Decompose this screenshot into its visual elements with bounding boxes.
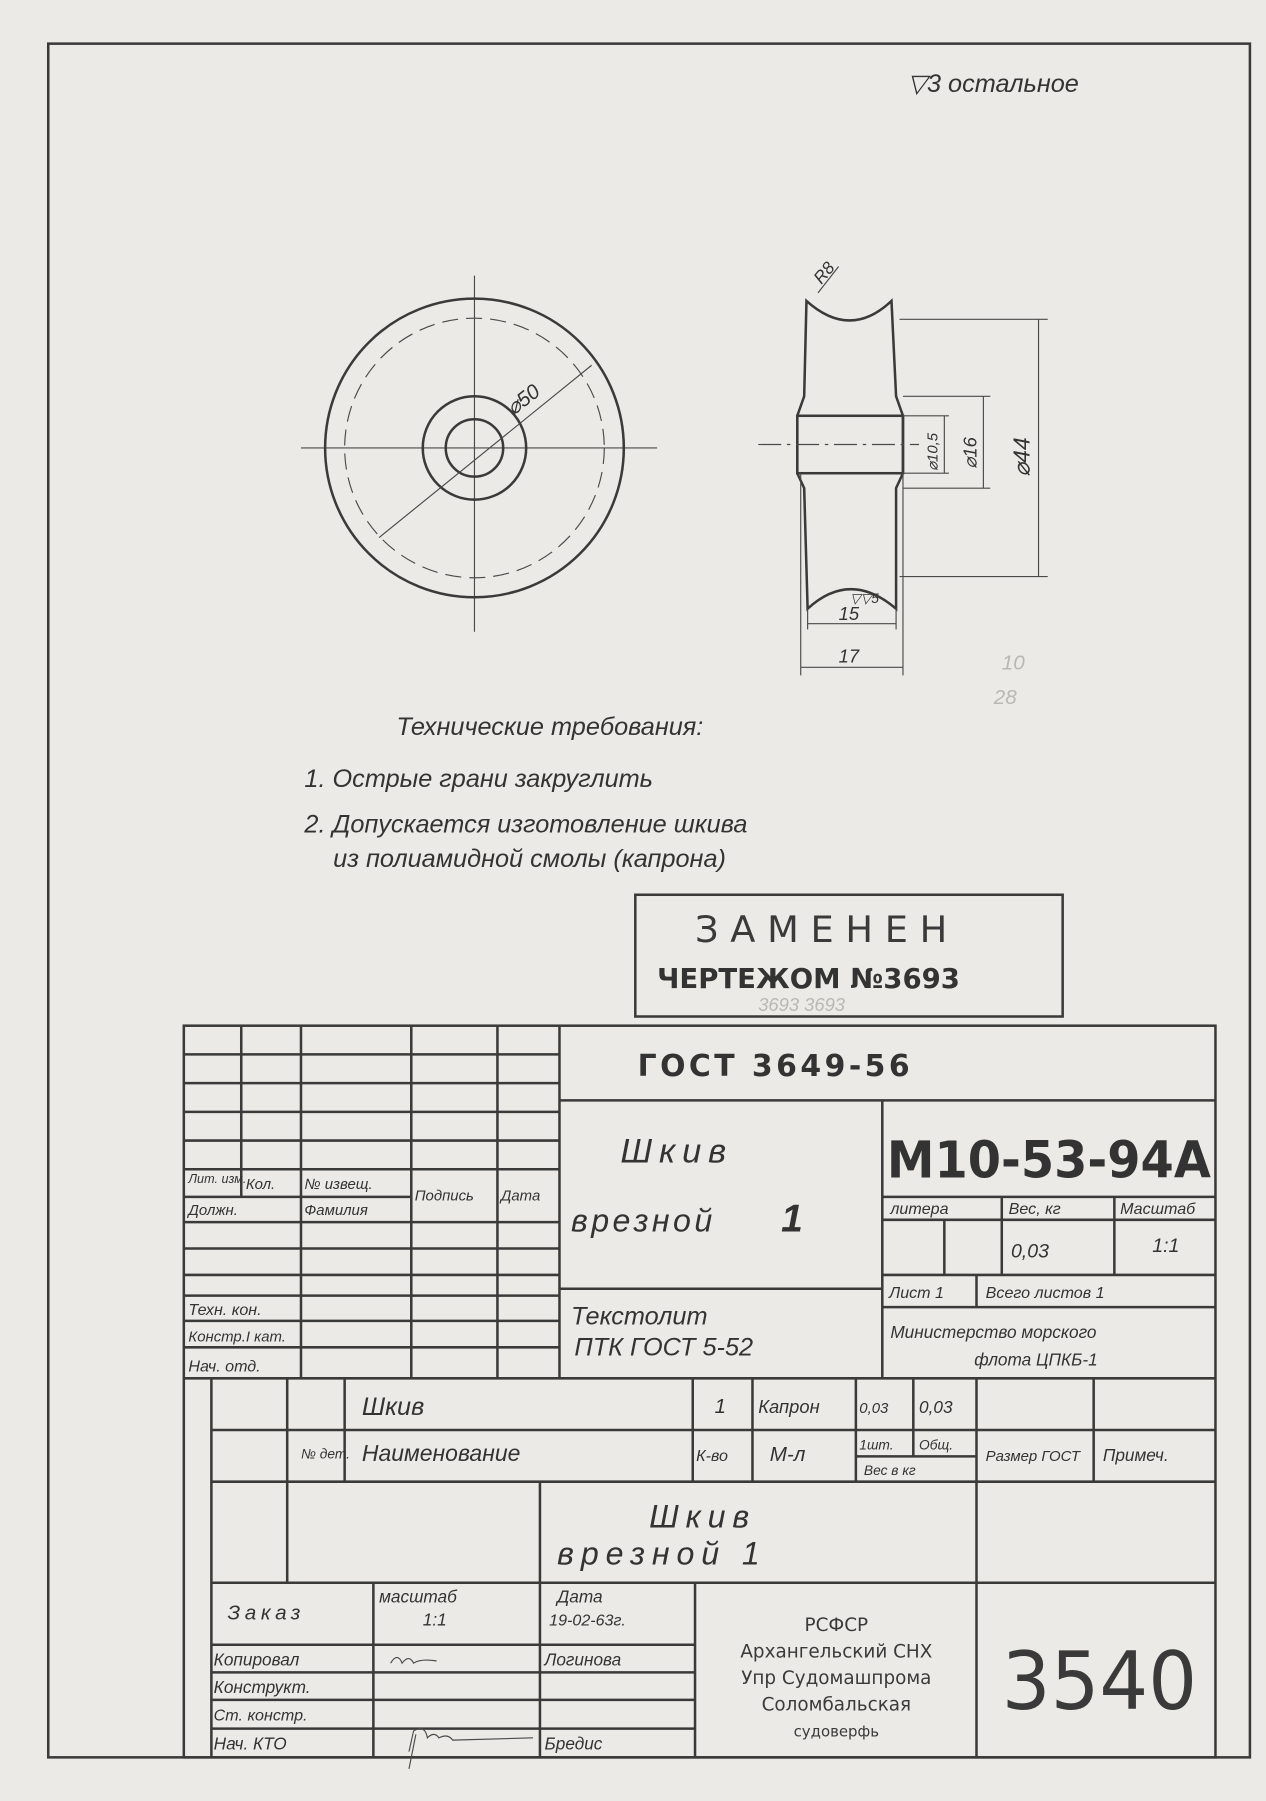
replaced-stamp [635,895,1062,1017]
dim-outer-diameter: ⌀44 [1008,437,1035,477]
requirement-item: 1. Острые грани закруглить [304,764,653,793]
role-label: Техн. кон. [188,1301,262,1320]
org-line: Упр Судомашпрома [741,1667,932,1689]
signature-head [409,1729,533,1769]
header-material: М-л [769,1443,806,1467]
requirements-title: Технические требования: [396,713,704,742]
header-total: Общ. [919,1437,954,1453]
signature-copied [391,1657,437,1663]
date-label: Дата [557,1586,603,1607]
header-signature: Подпись [414,1187,474,1205]
spec-total-weight: 0,03 [919,1396,953,1417]
role-label: Ст. констр. [213,1706,308,1725]
head-name: Бредис [544,1733,603,1754]
part-name: Шкив [620,1132,734,1171]
role-label: Копировал [213,1649,300,1670]
sheets-total-label: Всего листов 1 [985,1283,1105,1302]
stamp-title: З А М Е Н Е Н [695,907,948,951]
org-line: Соломбальская [761,1694,912,1716]
dim-bore-diameter: ⌀10,5 [924,432,942,471]
footer-title-2: врезной 1 [557,1535,767,1572]
spec-unit-weight: 0,03 [859,1399,889,1417]
front-view [301,276,657,632]
footer-scale-value: 1:1 [422,1609,447,1630]
material-standard: ПТК ГОСТ 5-52 [574,1333,754,1362]
stamp-faint-text: 3693 3693 [758,993,846,1015]
dim-total-width: 17 [838,645,860,667]
sheet-label: Лист 1 [889,1283,945,1302]
header-size-standard: Размер ГОСТ [985,1448,1080,1466]
order-label: Заказ [227,1601,306,1625]
org-line: Архангельский СНХ [740,1641,933,1663]
stamp-reference: ЧЕРТЕЖОМ №3693 [657,962,960,995]
spec-material: Капрон [758,1395,820,1417]
header-part-number: № дет. [300,1446,350,1462]
requirement-item: 2. Допускается изготовление шкива [304,810,748,839]
org-line: РСФСР [804,1615,869,1637]
section-view [758,257,1048,675]
weight-value: 0,03 [1010,1240,1049,1263]
role-label: Нач. КТО [213,1733,287,1754]
header-qty: К-во [696,1447,729,1466]
header-name: Наименование [361,1440,521,1467]
litera-label: литера [890,1200,949,1219]
surface-roughness-note: ▽3 остальное [907,69,1079,98]
header-kol: Кол. [245,1175,276,1193]
scale-value: 1:1 [1152,1234,1180,1257]
material-name: Текстолит [570,1302,708,1331]
spec-name: Шкив [361,1393,425,1422]
part-number: 1 [781,1197,803,1241]
footer-scale-label: масштаб [379,1586,457,1607]
header-position: Должн. [188,1202,238,1220]
requirement-item: из полиамидной смолы (капрона) [333,845,726,874]
header-unit: 1шт. [859,1437,894,1453]
sheet-number: 3540 [1001,1634,1198,1729]
roughness-mark: ▽▽5 [850,591,879,607]
header-lit-izm: Лит. изм. [188,1172,247,1187]
dim-radius: R8 [809,257,839,288]
pencil-note: 28 [993,686,1017,710]
dim-inner-width: 15 [838,603,860,625]
weight-label: Вес, кг [1008,1200,1061,1219]
header-note: Примеч. [1102,1445,1169,1466]
copied-by-name: Логинова [544,1649,622,1670]
date-value: 19-02-63г. [549,1611,626,1630]
organization: Министерство морского [890,1322,1097,1343]
header-surname: Фамилия [304,1202,368,1220]
standard-number: ГОСТ 3649-56 [637,1049,914,1085]
header-date: Дата [500,1187,541,1205]
organization-block [740,1615,932,1741]
dim-hub-diameter: ⌀16 [959,437,981,469]
header-weight: Вес в кг [863,1462,916,1478]
pencil-note: 10 [1001,651,1025,675]
role-label: Конструкт. [213,1677,311,1698]
spec-qty: 1 [714,1394,727,1418]
header-notice-number: № извещ. [304,1175,373,1193]
organization-2: флота ЦПКБ-1 [974,1349,1098,1370]
role-label: Констр.I кат. [188,1328,286,1346]
part-name-2: врезной [570,1202,716,1239]
scale-label: Масштаб [1120,1200,1196,1219]
title-block [184,1026,1216,1769]
footer-title: Шкив [649,1498,757,1535]
dim-front-diameter: ⌀50 [502,379,545,420]
drawing-designation: М10-53-94А [886,1130,1211,1190]
org-line: судоверфь [793,1722,880,1741]
role-label: Нач. отд. [188,1357,261,1376]
